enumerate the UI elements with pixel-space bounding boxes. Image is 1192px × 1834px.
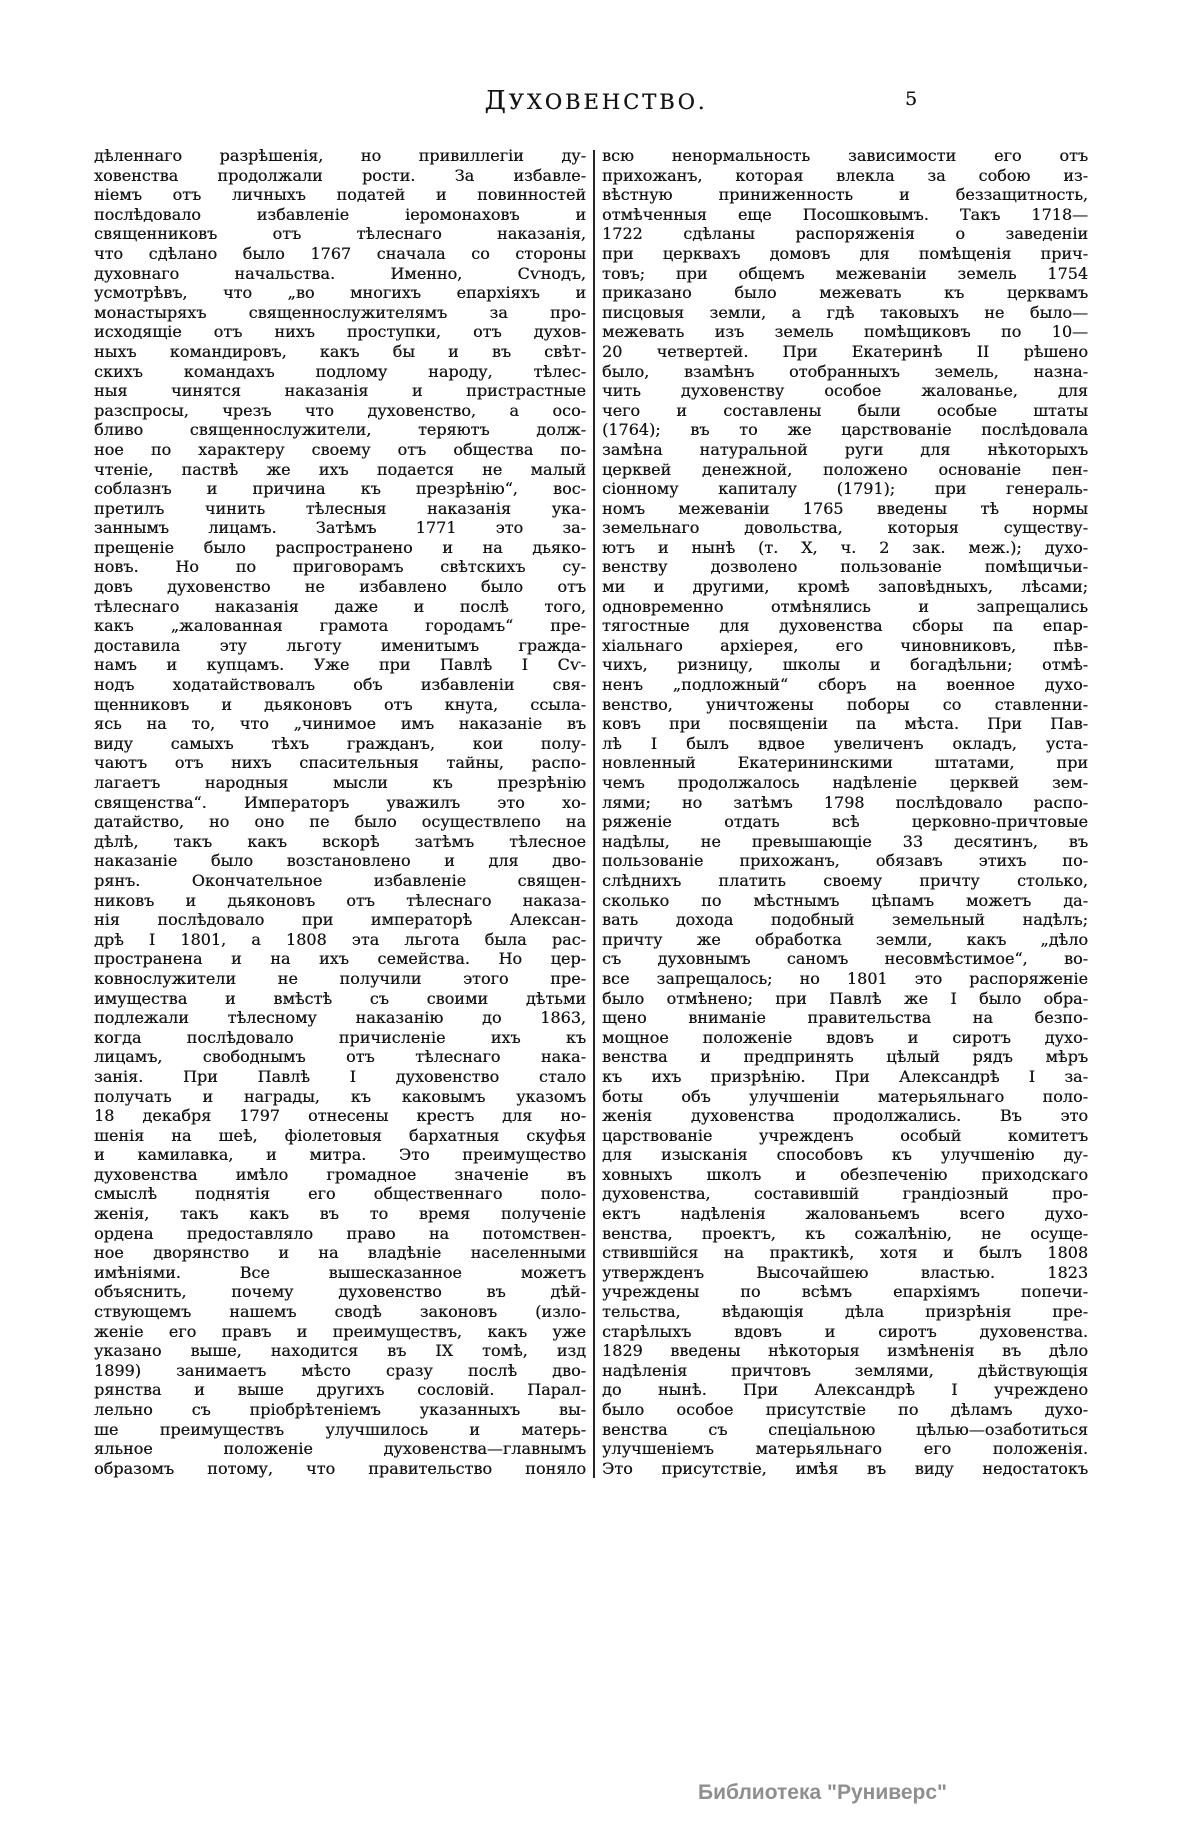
text-line: чемъ продолжалось надѣленіе церквей зем- — [602, 773, 1088, 792]
text-line: ныя чинятся наказанія и пристрастные — [94, 381, 586, 401]
text-line: 1829 введены нѣкоторыя измѣненія въ дѣло — [602, 1341, 1088, 1361]
text-line: утвержденъ Высочайшею властью. 1823 — [602, 1262, 1088, 1282]
text-line: одновременно отмѣнялись и запрещались — [602, 596, 1088, 616]
text-line: ховныхъ школъ и обезпеченію приходскаго — [602, 1164, 1088, 1184]
text-line: прещеніе было распространено и на дьяко- — [94, 537, 586, 557]
text-line: надѣленія причтовъ землями, дѣйствующія — [602, 1360, 1088, 1380]
text-line: имѣніями. Все вышесказанное можетъ — [94, 1262, 586, 1282]
text-line: отмѣченныя еще Посошковымъ. Такъ 1718— — [602, 204, 1088, 224]
text-line: датайство, но оно пе было осуществлепо на — [94, 812, 586, 832]
text-line: ектъ надѣленія жалованьемъ всего духо- — [602, 1204, 1088, 1224]
text-line: венства, проектъ, къ сожалѣнію, не осуще- — [602, 1223, 1088, 1243]
text-line: боты объ улучшеніи матерьяльнаго поло- — [602, 1086, 1088, 1106]
text-line: духовенства имѣло громадное значеніе въ — [94, 1164, 586, 1184]
text-line: номъ межеваніи 1765 введены тѣ нормы — [602, 498, 1088, 518]
text-line: виду самыхъ тѣхъ гражданъ, кои полу- — [94, 733, 586, 753]
text-line: монастыряхъ священнослужителямъ за про- — [94, 302, 586, 322]
text-line: новленный Екатерининскими штатами, при — [602, 753, 1088, 773]
text-line: подлежали тѣлесному наказанію до 1863, — [94, 1008, 586, 1028]
text-line: для изысканія способовъ къ улучшенію ду- — [602, 1145, 1088, 1165]
page-number: 5 — [905, 88, 918, 110]
text-line: исходящіе отъ нихъ проступки, отъ духов- — [94, 322, 586, 342]
text-line: венства и предпринять цѣлый рядъ мѣръ — [602, 1047, 1088, 1067]
text-line: пространена и на ихъ семейства. Но цер- — [94, 949, 586, 969]
text-line: до нынѣ. При Александрѣ I учреждено — [602, 1380, 1088, 1400]
text-line: все запрещалось; но 1801 это распоряженіе — [602, 968, 1088, 988]
text-line: никовъ и дьяконовъ отъ тѣлеснаго наказа- — [94, 890, 586, 910]
text-line: рянства и выше другихъ сословій. Парал- — [94, 1380, 586, 1400]
text-line: чихъ, ризницу, школы и богадѣльни; отмѣ- — [602, 655, 1088, 675]
text-line: писцовыя земли, а гдѣ таковыхъ не было— — [602, 302, 1088, 322]
text-line: женія духовенства продолжались. Въ это — [602, 1106, 1088, 1126]
text-line: скихъ командахъ подлому народу, тѣлес- — [94, 361, 586, 381]
text-line: яльное положеніе духовенства—главнымъ — [94, 1439, 586, 1459]
text-line: ненъ „подложный“ сборъ на военное духо- — [602, 675, 1088, 695]
text-line: наказаніе было возстановлено и для дво- — [94, 851, 586, 871]
text-line: рянъ. Окончательное избавленіе священ- — [94, 870, 586, 890]
text-line: что сдѣлано было 1767 сначала со стороны — [94, 243, 586, 263]
text-line: венства съ спеціальною цѣлью—озаботиться — [602, 1419, 1088, 1439]
text-line: венству дозволено пользованіе помѣщичьи- — [602, 557, 1088, 577]
text-line: лицамъ, свободнымъ отъ тѣлеснаго нака- — [94, 1047, 586, 1067]
text-line: 20 четвертей. При Екатеринѣ II рѣшено — [602, 341, 1088, 361]
text-line: лельно съ пріобрѣтеніемъ указанныхъ вы- — [94, 1400, 586, 1419]
text-line: вать дохода подобный земельный надѣлъ; — [602, 910, 1088, 930]
text-line: ствующемъ нашемъ сводѣ законовъ (изло- — [94, 1302, 586, 1322]
text-line: при церквахъ домовъ для помѣщенія прич- — [602, 243, 1088, 263]
text-line: имущества и вмѣстѣ съ своими дѣтьми — [94, 988, 586, 1008]
text-line: получать и награды, къ каковымъ указомъ — [94, 1086, 586, 1106]
text-line: чего и составлены были особые штаты — [602, 400, 1088, 420]
text-line: нодъ ходатайствовалъ объ избавленіи свя- — [94, 675, 586, 695]
text-line: царствованіе учрежденъ особый комитетъ — [602, 1125, 1088, 1145]
text-line: ми и другими, кромѣ заповѣдныхъ, лѣсами; — [602, 577, 1088, 597]
text-line: было особое присутствіе по дѣламъ духо- — [602, 1400, 1088, 1419]
text-line: надѣлы, не превышающіе 33 десятинъ, въ — [602, 831, 1088, 851]
text-line: намъ и купцамъ. Уже при Павлѣ I Сѵ- — [94, 655, 586, 675]
text-line: сіонному капиталу (1791); при генераль- — [602, 479, 1088, 499]
text-line: дѣлѣ, такъ какъ вскорѣ затѣмъ тѣлесное — [94, 831, 586, 851]
text-line: духовнаго начальства. Именно, Сѵнодъ, — [94, 263, 586, 283]
text-line: было, взамѣнъ отобранныхъ земель, назна- — [602, 361, 1088, 381]
text-line: ное дворянство и на владѣніе населенными — [94, 1243, 586, 1263]
text-line: венство, уничтожены поборы со ставленни- — [602, 694, 1088, 714]
text-line: новъ. Но по приговорамъ свѣтскихъ су- — [94, 557, 586, 577]
text-line: (1764); въ то же царствованіе послѣдовала — [602, 420, 1088, 440]
text-line: причту же обработка земли, какъ „дѣло — [602, 929, 1088, 949]
text-line: щено вниманіе правительства на безпо- — [602, 1008, 1088, 1028]
text-line: съ духовнымъ саномъ несовмѣстимое“, во- — [602, 949, 1088, 969]
text-line: улучшеніемъ матерьяльнаго его положенія. — [602, 1439, 1088, 1459]
text-line: было отмѣнено; при Павлѣ же I было обра- — [602, 988, 1088, 1008]
text-line: разспросы, чрезъ что духовенство, а осо- — [94, 400, 586, 420]
text-line: претилъ чинить тѣлесныя наказанія ука- — [94, 498, 586, 518]
text-line: къ ихъ призрѣнію. При Александрѣ I за- — [602, 1066, 1088, 1086]
text-line: духовенства, составившій грандіозный про- — [602, 1184, 1088, 1204]
left-text-column — [94, 146, 586, 1478]
text-line: хіальнаго архіерея, его чиновниковъ, пѣв- — [602, 635, 1088, 655]
text-line: чить духовенству особое жалованье, для — [602, 381, 1088, 401]
text-line: нія послѣдовало при императорѣ Алексан- — [94, 910, 586, 930]
text-line: лѣ I былъ вдвое увеличенъ окладъ, уста- — [602, 733, 1088, 753]
text-line: всю ненормальность зависимости его отъ — [602, 146, 1088, 165]
text-line: ше преимуществъ улучшилось и матерь- — [94, 1419, 586, 1439]
page-title: ДУХОВЕНСТВО. — [484, 86, 708, 116]
text-line: ніемъ отъ личныхъ податей и повинностей — [94, 185, 586, 205]
text-line: сколько по мѣстнымъ цѣпамъ можетъ да- — [602, 890, 1088, 910]
text-line: ютъ и нынѣ (т. X, ч. 2 зак. меж.); духо- — [602, 537, 1088, 557]
text-line: шенія на шеѣ, фіолетовыя бархатныя скуфья — [94, 1125, 586, 1145]
text-line: вѣстную приниженность и беззащитность, — [602, 185, 1088, 205]
text-line: чтеніе, паствѣ же ихъ подается не малый — [94, 459, 586, 479]
text-line: церквей денежной, положено основаніе пен- — [602, 459, 1088, 479]
text-line: слѣднихъ платить своему причту столько, — [602, 870, 1088, 890]
text-line: ясь на то, что „чинимое имъ наказаніе въ — [94, 714, 586, 734]
text-line: товъ; при общемъ межеваніи земель 1754 — [602, 263, 1088, 283]
text-line: занія. При Павлѣ I духовенство стало — [94, 1066, 586, 1086]
text-line: чаютъ отъ нихъ спасительныя тайны, распо- — [94, 753, 586, 773]
text-line: когда послѣдовало причисленіе ихъ къ — [94, 1027, 586, 1047]
text-line: 1722 сдѣланы распоряженія о заведеніи — [602, 224, 1088, 244]
text-line: ряженіе отдать всѣ церковно-причтовые — [602, 812, 1088, 832]
text-line: бливо священнослужители, теряютъ долж- — [94, 420, 586, 440]
text-line: ордена предоставляло право на потомствен- — [94, 1223, 586, 1243]
text-line: ствившійся на практикѣ, хотя и былъ 1808 — [602, 1243, 1088, 1263]
text-line: священства“. Императоръ уважилъ это хо- — [94, 792, 586, 812]
library-watermark: Библиотека "Руниверс" — [698, 1781, 948, 1804]
text-line: усмотрѣвъ, что „во многихъ епархіяхъ и — [94, 283, 586, 303]
text-line: тѣлеснаго наказанія даже и послѣ того, — [94, 596, 586, 616]
text-line: смыслѣ поднятія его общественнаго поло- — [94, 1184, 586, 1204]
text-line: щенниковъ и дьяконовъ отъ кнута, ссыла- — [94, 694, 586, 714]
text-line: и камилавка, и митра. Это преимущество — [94, 1145, 586, 1165]
text-line: Это присутствіе, имѣя въ виду недостатокъ — [602, 1458, 1088, 1478]
text-line: ковнослужители не получили этого пре- — [94, 968, 586, 988]
text-line: лагаетъ народныя мысли къ презрѣнію — [94, 773, 586, 792]
text-line: соблазнъ и причина къ презрѣнію“, вос- — [94, 479, 586, 499]
text-line: дрѣ I 1801, а 1808 эта льгота была рас- — [94, 929, 586, 949]
right-text-column — [602, 146, 1088, 1478]
text-line: пользованіе прихожанъ, обязавъ этихъ по- — [602, 851, 1088, 871]
text-line: замѣна натуральной руги для нѣкоторыхъ — [602, 439, 1088, 459]
text-line: объяснить, почему духовенство въ дѣй- — [94, 1282, 586, 1302]
text-line: ныхъ командировъ, какъ бы и въ свѣт- — [94, 341, 586, 361]
text-line: лями; но затѣмъ 1798 послѣдовало распо- — [602, 792, 1088, 812]
column-divider-rule — [593, 150, 595, 1478]
text-line: доставила эту льготу именитымъ гражда- — [94, 635, 586, 655]
text-line: 18 декабря 1797 отнесены крестъ для но- — [94, 1106, 586, 1126]
text-line: женіе его правъ и преимуществъ, какъ уже — [94, 1321, 586, 1341]
text-line: послѣдовало избавленіе іеромонаховъ и — [94, 204, 586, 224]
text-line: ное по характеру своему отъ общества по- — [94, 439, 586, 459]
text-line: межевать изъ земель помѣщиковъ по 10— — [602, 322, 1088, 342]
text-line: какъ „жалованная грамота городамъ“ пре- — [94, 616, 586, 636]
text-line: мощное положеніе вдовъ и сиротъ духо- — [602, 1027, 1088, 1047]
text-line: женія, такъ какъ въ то время полученіе — [94, 1204, 586, 1224]
text-line: образомъ потому, что правительство поняло — [94, 1458, 586, 1478]
text-line: приказано было межевать къ церквамъ — [602, 283, 1088, 303]
text-line: довъ духовенство не избавлено было отъ — [94, 577, 586, 597]
text-line: тельства, вѣдающія дѣла призрѣнія пре- — [602, 1302, 1088, 1322]
text-line: ховенства продолжали рости. За избавле- — [94, 165, 586, 185]
text-line: земельнаго довольства, которыя существу- — [602, 518, 1088, 538]
text-line: заннымъ лицамъ. Затѣмъ 1771 это за- — [94, 518, 586, 538]
text-line: ковъ при посвященіи па мѣста. При Пав- — [602, 714, 1088, 734]
text-line: прихожанъ, которая влекла за собою из- — [602, 165, 1088, 185]
text-line: 1899) занимаетъ мѣсто сразу послѣ дво- — [94, 1360, 586, 1380]
text-line: дѣленнаго разрѣшенія, но привиллегіи ду- — [94, 146, 586, 165]
text-line: старѣлыхъ вдовъ и сиротъ духовенства. — [602, 1321, 1088, 1341]
text-line: учреждены по всѣмъ епархіямъ попечи- — [602, 1282, 1088, 1302]
text-line: указано выше, находится въ IX томѣ, изд — [94, 1341, 586, 1361]
text-line: тягостные для духовенства сборы па епар- — [602, 616, 1088, 636]
text-line: священниковъ отъ тѣлеснаго наказанія, — [94, 224, 586, 244]
